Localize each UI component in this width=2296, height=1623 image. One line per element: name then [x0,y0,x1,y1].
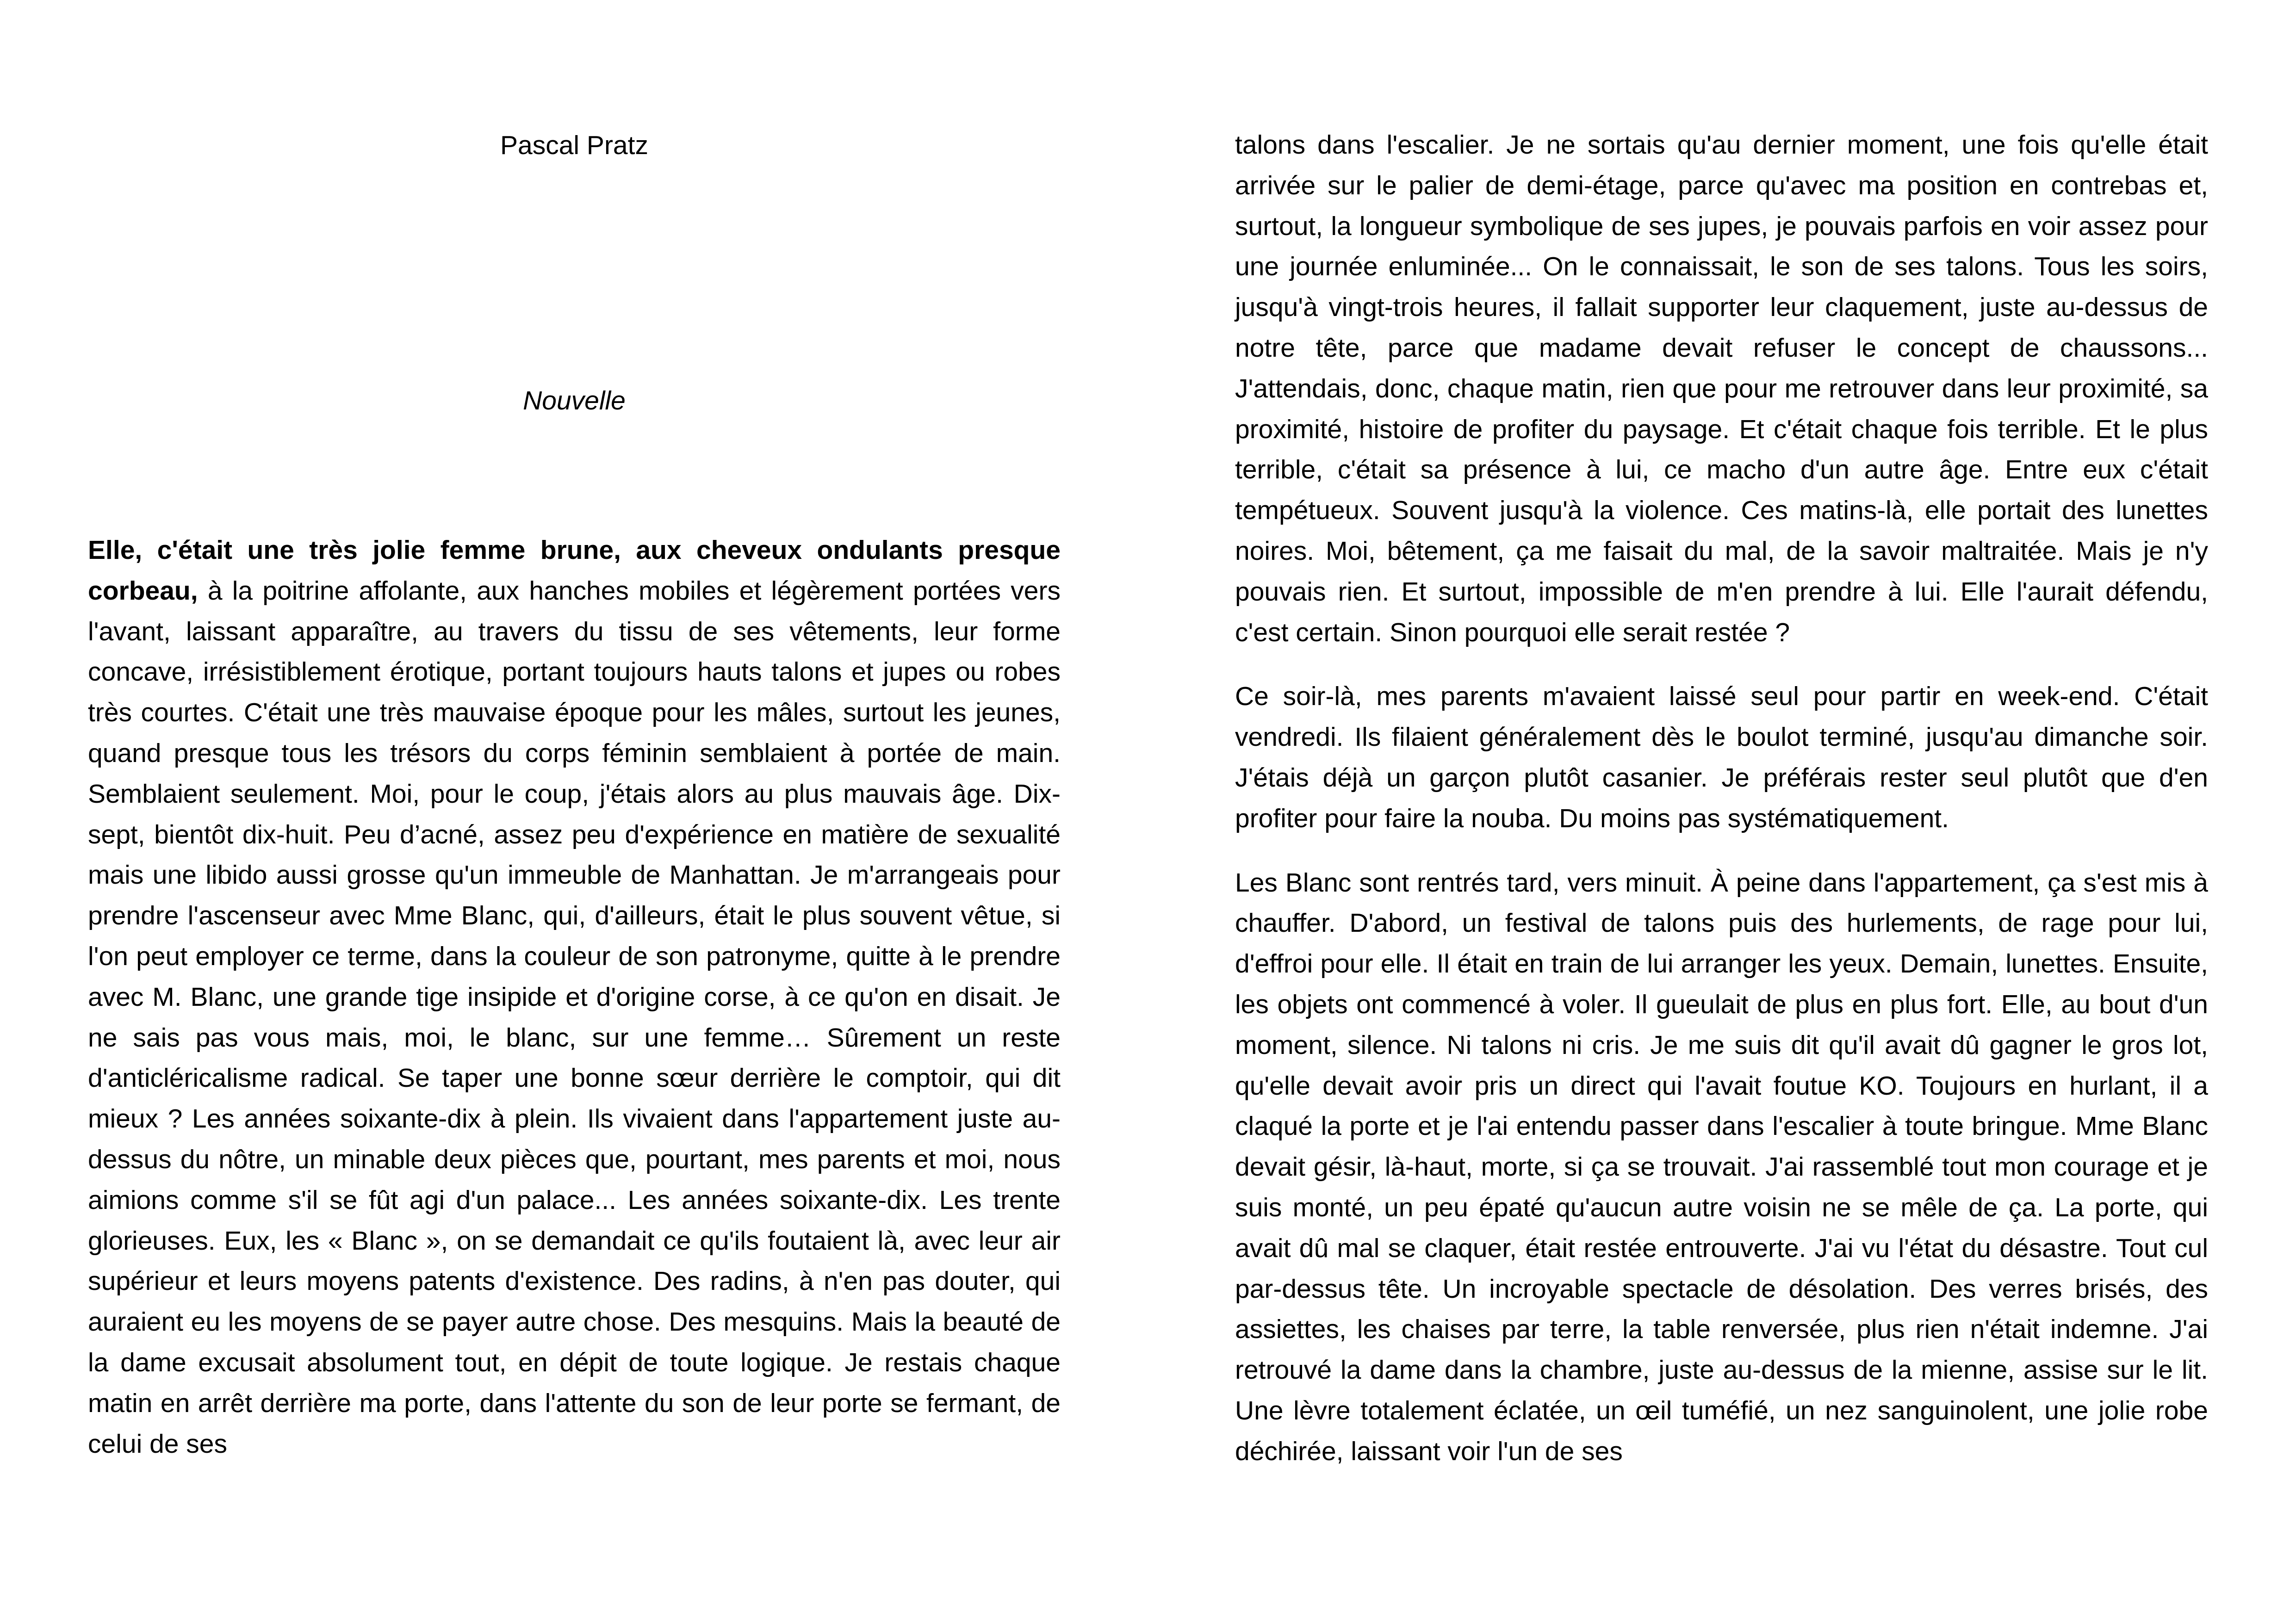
opening-bold-phrase: Elle, c'était une très jolie femme brune, aux cheveux ondulants presque corbeau, [88,535,1061,606]
paragraph-weekend: Ce soir-là, mes parents m'avaient laissé seul pour partir en week-end. C'était vendredi. Ils filaient généralement dès le boulot terminé, jusqu'au dimanche soir. J'étais déjà un garçon plutôt casanier. Je préférais rester seul plutôt que d'en profiter pour faire la nouba. Du moins pas systématiquement. [1235,681,2208,833]
left-body-text [88,530,1061,1464]
paragraph-continuation: talons dans l'escalier. Je ne sortais qu'au dernier moment, une fois qu'elle était arrivée sur le palier de demi-étage, parce qu'avec ma position en contrebas et, surtout, la longueur symbolique de ses jupes, je pouvais parfois en voir assez pour une journée enluminée... On le connaissait, le son de ses talons. Tous les soirs, jusqu'à vingt-trois heures, il fallait supporter leur claquement, juste au-dessus de notre tête, parce que madame devait refuser le concept de chaussons... J'attendais, donc, chaque matin, rien que pour me retrouver dans leur proximité, sa proximité, histoire de profiter du paysage. Et c'était chaque fois terrible. Et le plus terrible, c'était sa présence à lui, ce macho d'un autre âge. Entre eux c'était tempétueux. Souvent jusqu'à la violence. Ces matins-là, elle portait des lunettes noires. Moi, bêtement, ça me faisait du mal, de la savoir maltraitée. Mais je n'y pouvais rien. Et surtout, impossible de m'en prendre à lui. Elle l'aurait défendu, c'est certain. Sinon pourquoi elle serait restée ? [1235,130,2208,647]
genre-label: Nouvelle [523,386,626,415]
right-body-text [1235,125,2208,1472]
paragraph-night: Les Blanc sont rentrés tard, vers minuit. À peine dans l'appartement, ça s'est mis à chauffer. D'abord, un festival de talons puis des hurlements, de rage pour lui, d'effroi pour elle. Il était en train de lui arranger les yeux. Demain, lunettes. Ensuite, les objets ont commencé à voler. Il gueulait de plus en plus fort. Elle, au bout d'un moment, silence. Ni talons ni cris. Je me suis dit qu'il avait dû gagner le gros lot, qu'elle devait avoir pris un direct qui l'avait foutue KO. Toujours en hurlant, il a claqué la porte et je l'ai entendu passer dans l'escalier à toute bringue. Mme Blanc devait gésir, là-haut, morte, si ça se trouvait. J'ai rassemblé tout mon courage et je suis monté, un peu épaté qu'aucun autre voisin ne se mêle de ça. La porte, qui avait dû mal se claquer, était restée entrouverte. J'ai vu l'état du désastre. Tout cul par-dessus tête. Un incroyable spectacle de désolation. Des verres brisés, des assiettes, les chaises par terre, la table renversée, plus rien n'était indemne. J'ai retrouvé la dame dans la chambre, juste au-dessus de la mienne, assise sur le lit. Une lèvre totalement éclatée, un œil tuméfié, un nez sanguinolent, une jolie robe déchirée, laissant voir l'un de ses [1235,867,2208,1466]
author-name: Pascal Pratz [500,130,648,160]
opening-paragraph-text: à la poitrine affolante, aux hanches mobiles et légèrement portées vers l'avant, laissant apparaître, au travers du tissu de ses vêtements, leur forme concave, irrésistiblement érotique, portant toujours hauts talons et jupes ou robes très courtes. C'était une très mauvaise époque pour les mâles, surtout les jeunes, quand presque tous les trésors du corps féminin semblaient à portée de main. Semblaient seulement. Moi, pour le coup, j'étais alors au plus mauvais âge. Dix-sept, bientôt dix-huit. Peu d’acné, assez peu d'expérience en matière de sexualité mais une libido aussi grosse qu'un immeuble de Manhattan. Je m'arrangeais pour prendre l'ascenseur avec Mme Blanc, qui, d'ailleurs, était le plus souvent vêtue, si l'on peut employer ce terme, dans la couleur de son patronyme, quitte à le prendre avec M. Blanc, une grande tige insipide et d'origine corse, à ce qu'on en disait. Je ne sais pas vous mais, moi, le blanc, sur une femme… Sûrement un reste d'anticléricalisme radical. Se taper une bonne sœur derrière le comptoir, qui dit mieux ? Les années soixante-dix à plein. Ils vivaient dans l'appartement juste au-dessus du nôtre, un minable deux pièces que, pourtant, mes parents et moi, nous aimions comme s'il se fût agi d'un palace... Les années soixante-dix. Les trente glorieuses. Eux, les « Blanc », on se demandait ce qu'ils foutaient là, avec leur air supérieur et leurs moyens patents d'existence. Des radins, à n'en pas douter, qui auraient eu les moyens de se payer autre chose. Des mesquins. Mais la beauté de la dame excusait absolument tout, en dépit de toute logique. Je restais chaque matin en arrêt derrière ma porte, dans l'attente du son de leur porte se fermant, de celui de ses [88,576,1061,1459]
right-page [1148,0,2296,1623]
opening-paragraph [88,530,1061,1464]
